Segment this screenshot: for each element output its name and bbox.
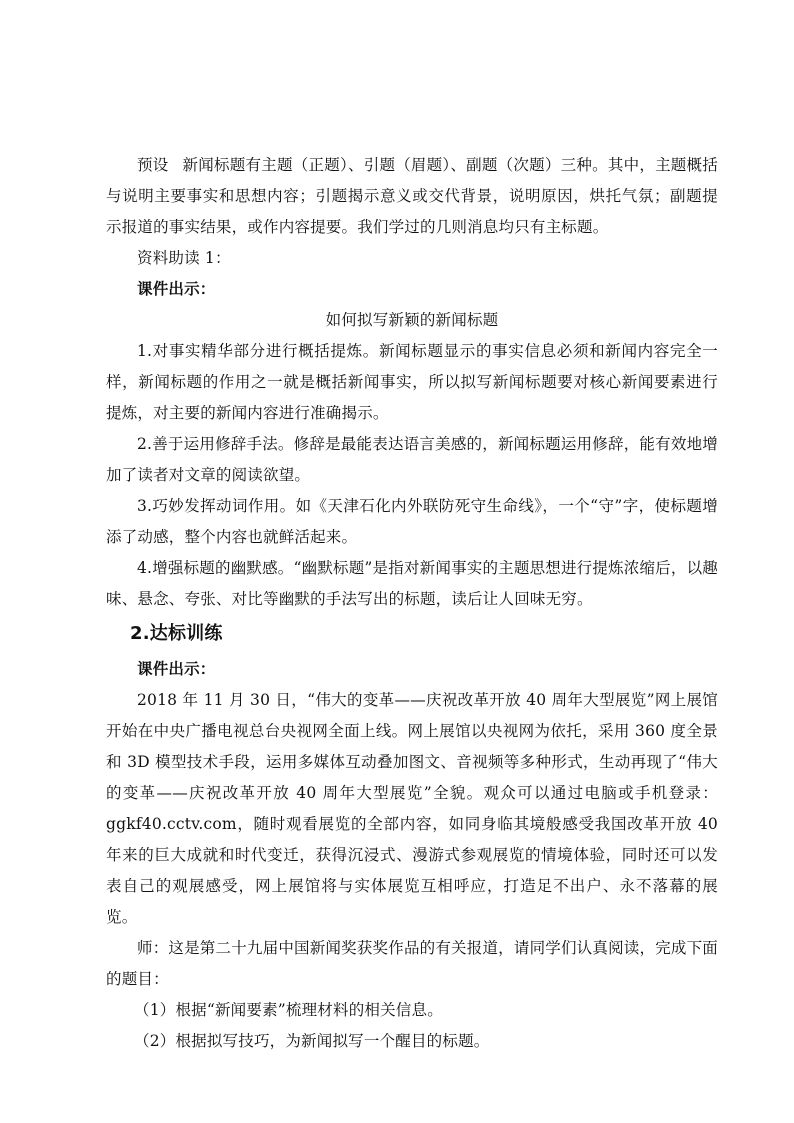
courseware-label: 课件出示：: [137, 280, 216, 298]
tip-paragraph: 4.增强标题的幽默感。“幽默标题”是指对新闻事实的主题思想进行提炼浓缩后，以趣味、悬念、夸张、对比等幽默的手法写出的标题，读后让人回味无穷。: [106, 559, 718, 608]
courseware-label: 课件出示：: [137, 660, 216, 678]
question-item: （1）根据“新闻要素”梳理材料的相关信息。: [134, 1001, 443, 1019]
preset-label: 预设: [137, 156, 169, 174]
tips-title: 如何拟写新颖的新闻标题: [325, 311, 499, 329]
preset-text: 新闻标题有主题（正题）、引题（眉题）、副题（次题）三种。其中，主题概括与说明主要事实和思想内容；引题揭示意义或交代背景，说明原因，烘托气氛；副题提示报道的事实结果，或作内容提要。我们学过的几则消息均只有主标题。: [106, 156, 718, 236]
resource-label: 资料助读 1：: [137, 249, 231, 267]
question-item: （2）根据拟写技巧，为新闻拟写一个醒目的标题。: [134, 1032, 490, 1050]
tip-paragraph: 1.对事实精华部分进行概括提炼。新闻标题显示的事实信息必须和新闻内容完全一样，新闻标题的作用之一就是概括新闻事实，所以拟写新闻标题要对核心新闻要素进行提炼，对主要的新闻内容进行准确揭示。: [106, 342, 718, 422]
tip-paragraph: 3.巧妙发挥动词作用。如《天津石化内外联防死守生命线》，一个“守”字，使标题增添了动感，整个内容也就鲜活起来。: [106, 497, 718, 546]
preset-paragraph: [106, 150, 718, 243]
teacher-paragraph: 师：这是第二十九届中国新闻奖获奖作品的有关报道，请同学们认真阅读，完成下面的题目：: [106, 939, 718, 988]
document-body: [106, 150, 718, 1057]
news-paragraph: 2018 年 11 月 30 日，“伟大的变革——庆祝改革开放 40 周年大型展览”网上展馆开始在中央广播电视总台央视网全面上线。网上展馆以央视网为依托，采用 360 度全景和 3D 模型技术手段，运用多媒体互动叠加图文、音视频等多种形式，生动再现了“伟大的变革——庆祝改革开放 40 周年大型展览”全貌。观众可以通过电脑或手机登录：ggkf40.cctv.com，随时观看展览的全部内容，如同身临其境般感受我国改革开放 40 年来的巨大成就和时代变迁，获得沉浸式、漫游式参观展览的情境体验，同时还可以发表自己的观展感受，网上展馆将与实体展览互相呼应，打造足不出户、永不落幕的展览。: [106, 691, 718, 926]
tip-paragraph: 2.善于运用修辞手法。修辞是最能表达语言美感的，新闻标题运用修辞，能有效地增加了读者对文章的阅读欲望。: [106, 435, 718, 484]
section-heading: 2.达标训练: [130, 623, 223, 644]
